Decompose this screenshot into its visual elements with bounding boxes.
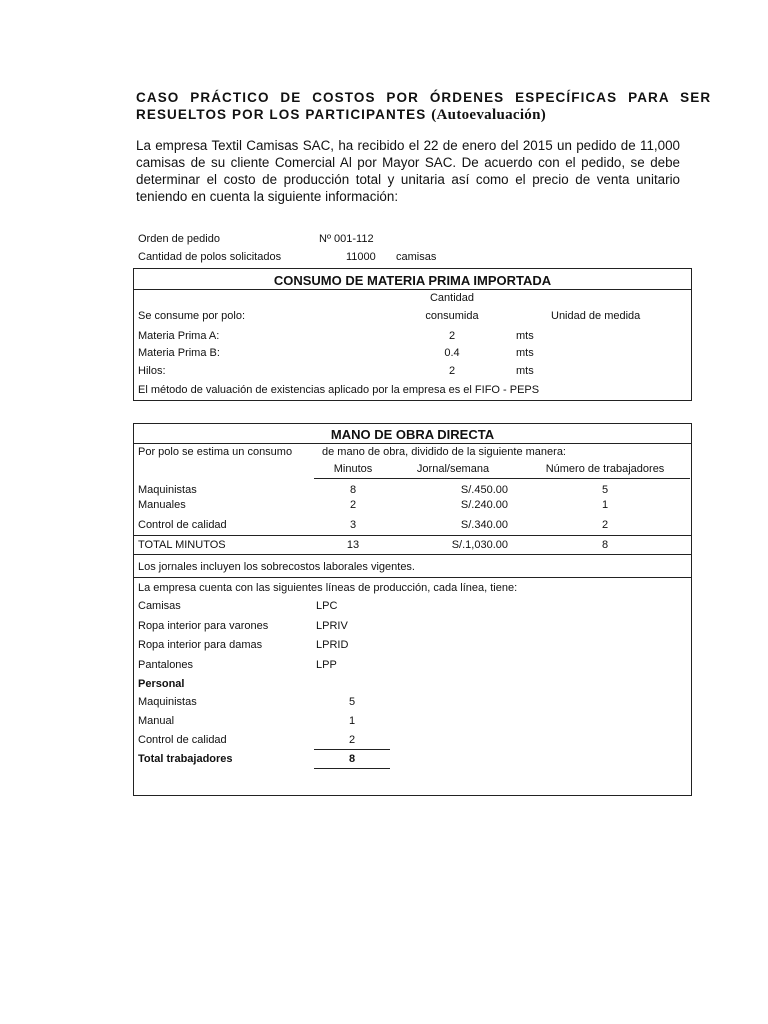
consume-label: Se consume por polo:: [138, 310, 246, 322]
col-trabajadores: Número de trabajadores: [545, 463, 665, 475]
total-jornal-value: S/.1,030.00: [451, 539, 508, 551]
total-trabajadores-label: Total trabajadores: [138, 753, 233, 765]
valuation-note: El método de valuación de existencias aplicado por la empresa es el FIFO - PEPS: [138, 384, 540, 396]
col-consumida: consumida: [425, 310, 479, 322]
total-minutes-value: 13: [346, 539, 360, 551]
mano-row-workers: 2: [601, 519, 609, 531]
linea-name: Pantalones: [138, 659, 194, 671]
mano-row-jornal: S/.240.00: [460, 499, 508, 511]
linea-code: LPC: [316, 600, 338, 612]
materia-row-qty: 2: [448, 330, 456, 342]
materia-row-unit: mts: [516, 365, 534, 377]
document-title-line-2: [136, 107, 546, 124]
quantity-label: Cantidad de polos solicitados: [138, 251, 282, 263]
quantity-unit: camisas: [396, 251, 437, 263]
divider: [134, 577, 691, 578]
mano-row-minutes: 2: [349, 499, 357, 511]
divider: [134, 443, 691, 444]
mano-intro-a: Por polo se estima un consumo: [138, 446, 293, 458]
lineas-intro: La empresa cuenta con las siguientes líneas de producción, cada línea, tiene:: [138, 582, 518, 594]
mano-row-minutes: 3: [349, 519, 357, 531]
linea-code: LPRID: [316, 639, 349, 651]
materia-row-qty: 0.4: [444, 347, 460, 359]
materia-row-name: Hilos:: [138, 365, 166, 377]
personal-name: Control de calidad: [138, 734, 227, 746]
mano-row-name: Manuales: [138, 499, 186, 511]
linea-name: Ropa interior para varones: [138, 620, 269, 632]
materia-row-unit: mts: [516, 330, 534, 342]
mano-obra-header: MANO DE OBRA DIRECTA: [330, 427, 495, 442]
personal-label: Personal: [138, 678, 185, 690]
col-minutos: Minutos: [333, 463, 373, 475]
col-cantidad: Cantidad: [429, 292, 475, 304]
materia-row-qty: 2: [448, 365, 456, 377]
materia-row-name: Materia Prima B:: [138, 347, 220, 359]
divider: [134, 554, 691, 555]
divider: [314, 478, 690, 479]
order-label: Orden de pedido: [138, 233, 220, 245]
divider: [314, 749, 390, 750]
personal-count: 1: [348, 715, 356, 727]
personal-name: Maquinistas: [138, 696, 197, 708]
linea-name: Camisas: [138, 600, 181, 612]
materia-row-unit: mts: [516, 347, 534, 359]
total-trabajadores-value: 8: [348, 753, 356, 765]
linea-name: Ropa interior para damas: [138, 639, 263, 651]
linea-code: LPRIV: [316, 620, 348, 632]
mano-row-minutes: 8: [349, 484, 357, 496]
mano-row-jornal: S/.340.00: [460, 519, 508, 531]
autoevaluacion-label: (Autoevaluación): [431, 107, 547, 123]
personal-count: 5: [348, 696, 356, 708]
mano-intro-b: de mano de obra, dividido de la siguiente manera:: [322, 446, 566, 458]
mano-row-workers: 1: [601, 499, 609, 511]
total-minutes-label: TOTAL MINUTOS: [138, 539, 226, 551]
quantity-value: 11000: [346, 251, 376, 263]
jornales-note: Los jornales incluyen los sobrecostos laborales vigentes.: [138, 561, 415, 573]
intro-paragraph: La empresa Textil Camisas SAC, ha recibido el 22 de enero del 2015 un pedido de 11,000 camisas de su cliente Comercial Al por Mayor SAC. De acuerdo con el pedido, se debe determinar el costo de producción total y unitaria así como el precio de venta unitario teniendo en cuenta la siguiente información:: [136, 138, 680, 204]
linea-code: LPP: [316, 659, 337, 671]
divider: [134, 535, 691, 536]
mano-row-workers: 5: [601, 484, 609, 496]
mano-row-name: Maquinistas: [138, 484, 197, 496]
materia-row-name: Materia Prima A:: [138, 330, 220, 342]
materia-prima-header: CONSUMO DE MATERIA PRIMA IMPORTADA: [273, 273, 552, 288]
total-workers-value: 8: [601, 539, 609, 551]
divider: [314, 768, 390, 769]
divider: [134, 289, 691, 290]
col-jornal: Jornal/semana: [416, 463, 490, 475]
document-title-line-2-text: RESUELTOS POR LOS PARTICIPANTES: [136, 107, 427, 122]
mano-row-name: Control de calidad: [138, 519, 227, 531]
personal-count: 2: [348, 734, 356, 746]
order-number: Nº 001-112: [319, 233, 374, 245]
mano-row-jornal: S/.450.00: [460, 484, 508, 496]
personal-name: Manual: [138, 715, 175, 727]
col-unidad-medida: Unidad de medida: [551, 310, 641, 322]
document-title-line-1: CASO PRÁCTICO DE COSTOS POR ÓRDENES ESPECÍFICAS PARA SER: [136, 90, 712, 105]
